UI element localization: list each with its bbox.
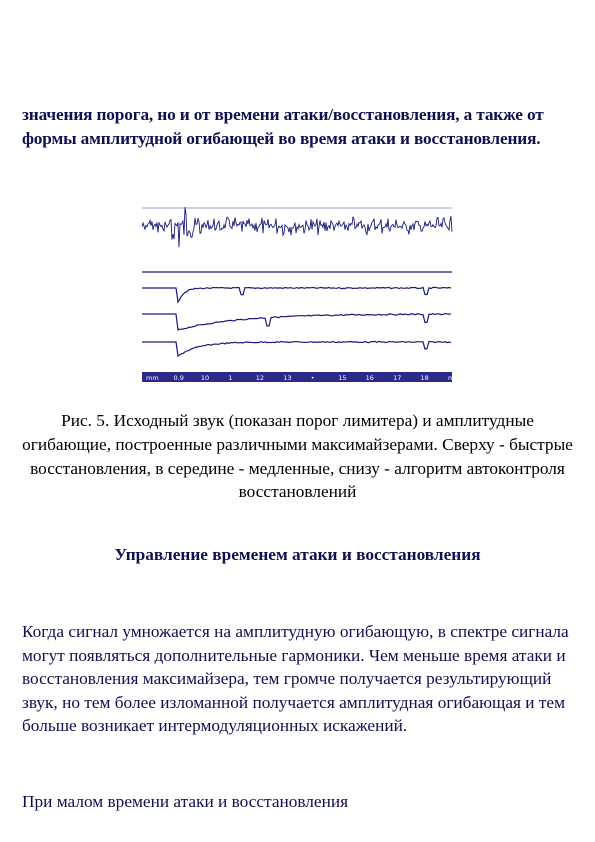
timeline-label: 10 — [200, 374, 210, 382]
body-paragraph: Когда сигнал умножается на амплитудную огибающую, в спектре сигнала могут появляться дополнительные гармоники. Чем меньше время атаки и восстановления максимайзера, тем громче получается результирующий звук, но тем более изломанной получается амплитудная огибающая и тем больше возникает интермодуляционных искажений. — [22, 622, 569, 735]
intro-paragraph: значения порога, но и от времени атаки/восстановления, а также от формы амплитудной огибающей во время атаки и восстановления. — [22, 105, 544, 148]
figure-5-envelopes — [142, 196, 461, 382]
timeline-label: mm — [448, 374, 461, 382]
source-waveform — [142, 207, 452, 247]
last-paragraph: При малом времени атаки и восстановления — [22, 792, 349, 811]
timeline-label: mm — [146, 374, 159, 382]
timeline-label: 15 — [338, 374, 347, 382]
figure-caption: Рис. 5. Исходный звук (показан порог лимитера) и амплитудные огибающие, построенные различными максимайзерами. Сверху - быстрые восстановления, в середине - медленные, снизу - алгоритм автоконтроля восстановлений — [22, 411, 573, 502]
timeline-label: 13 — [283, 374, 292, 382]
envelope-fast-release — [142, 287, 451, 302]
timeline-label: 1 — [228, 374, 233, 382]
timeline-bar — [142, 372, 452, 382]
timeline-label: 17 — [393, 374, 402, 382]
timeline-label: • — [310, 374, 315, 382]
timeline-label: 18 — [420, 374, 429, 382]
timeline-label: 12 — [255, 374, 265, 382]
waveform-trace — [142, 207, 452, 247]
timeline-label: 16 — [365, 374, 374, 382]
timeline-label: 0.9 — [173, 374, 184, 382]
envelope-slow-release — [142, 314, 451, 330]
envelope-auto-release — [142, 341, 451, 356]
section-heading: Управление временем атаки и восстановления — [114, 545, 481, 564]
figure-graphic — [142, 196, 461, 382]
